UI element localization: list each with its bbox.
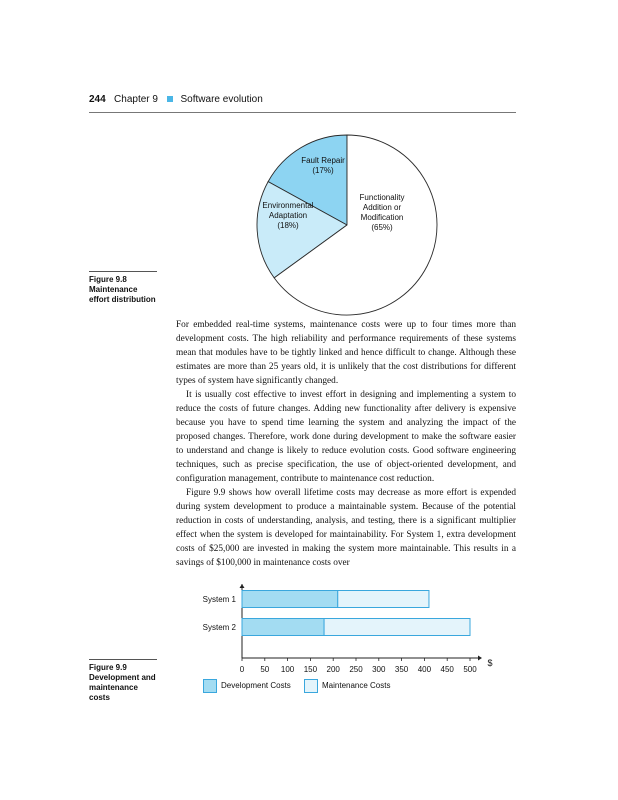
bar-segment (324, 619, 470, 636)
bar-segment (242, 591, 338, 608)
x-tick-label: 150 (303, 665, 318, 674)
maintenance-effort-pie (255, 128, 450, 328)
paragraph: For embedded real-time systems, maintenance costs were up to four times more than development costs. The high reliability and performance requirements of these systems mean that modules have to be tightly linked and hence difficult to change. Although these estimates are more than 25 years old, it is unlikely that the cost distributions for different types of system have significantly changed. (176, 320, 516, 386)
slice-label-line: Addition or (362, 203, 402, 212)
page-number: 244 (89, 94, 106, 105)
y-axis-arrow (240, 584, 245, 588)
x-tick-label: 500 (463, 665, 477, 674)
x-tick-label: 250 (349, 665, 363, 674)
slice-label-line: Functionality (359, 193, 405, 202)
x-axis-label: $ (487, 658, 493, 668)
chapter-label: Chapter 9 (114, 94, 158, 105)
bar-segment (338, 591, 429, 608)
figure-9-8-caption (89, 271, 157, 305)
slice-label-line: Adaptation (268, 211, 308, 220)
figure-label: Figure 9.9 (89, 663, 127, 672)
slice-label-line: (18%) (277, 221, 299, 230)
category-label: System 2 (202, 623, 236, 632)
page-header (89, 94, 516, 113)
paragraph: It is usually cost effective to invest effort in designing and implementing a system to reduce the costs of future changes. Adding new functionality after delivery is expensive because you have to spend time learning the system and analyzing the impact of the proposed changes. Therefore, work done during development to make the software easier to understand and change is likely to reduce evolution costs. Good software engineering techniques, such as precise specification, the use of object-oriented development, and configuration management, contribute to maintenance cost reduction. (176, 390, 516, 484)
figure-9-9-caption (89, 659, 157, 703)
x-tick-label: 350 (394, 665, 409, 674)
x-tick-label: 400 (417, 665, 432, 674)
x-tick-label: 50 (260, 665, 270, 674)
legend-item-development (203, 679, 291, 693)
x-tick-label: 450 (440, 665, 454, 674)
legend-label: Maintenance Costs (322, 681, 391, 691)
body-text (176, 318, 516, 570)
x-axis-arrow (478, 656, 482, 661)
pie-chart (255, 128, 450, 328)
legend-swatch (203, 679, 217, 693)
x-tick-label: 200 (326, 665, 340, 674)
figure-caption-text: Maintenance effort distribution (89, 285, 156, 304)
slice-label-line: Fault Repair (301, 156, 345, 165)
figure-caption-text: Development and maintenance costs (89, 673, 156, 702)
paragraph: Figure 9.9 shows how overall lifetime costs may decrease as more effort is expended during system development to produce a maintainable system. Because of the potential reduction in costs of understanding, analysis, and testing, there is a significant multiplier effect when the system is developed for maintainability. For System 1, extra development costs of $25,000 are invested in making the system more maintainable. This results in a savings of $100,000 in maintenance costs over (176, 488, 516, 568)
slice-label-line: (65%) (371, 223, 393, 232)
section-title: Software evolution (180, 94, 263, 105)
x-tick-label: 100 (280, 665, 295, 674)
slice-label-line: (17%) (312, 166, 334, 175)
legend-label: Development Costs (221, 681, 291, 691)
figure-label: Figure 9.8 (89, 275, 127, 284)
slice-label-line: Environmental (262, 201, 314, 210)
header-bullet (167, 96, 173, 102)
legend-item-maintenance (304, 679, 390, 693)
bar-segment (242, 619, 324, 636)
x-tick-label: 0 (239, 665, 245, 674)
slice-label-line: Modification (360, 213, 404, 222)
legend-swatch (304, 679, 318, 693)
x-tick-label: 300 (372, 665, 386, 674)
category-label: System 1 (202, 595, 236, 604)
